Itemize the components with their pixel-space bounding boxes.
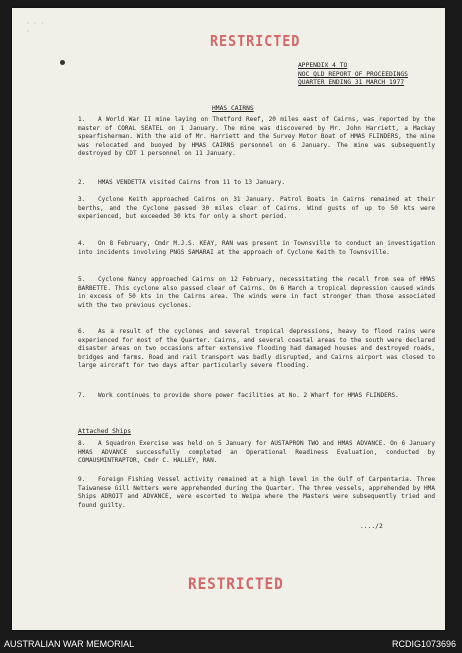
punch-hole: [60, 60, 65, 65]
paragraph-number: 4.: [78, 240, 86, 247]
restricted-stamp-bottom: RESTRICTED: [188, 574, 284, 593]
paragraph-5: [78, 276, 435, 310]
paragraph-text: Cyclone Keith approached Cairns on 31 January. Patrol Boats in Cairns remained at their berths, and the Cyclone passed 30 miles clear of Cairns. Wind gusts of up to 50 kts were experienced, but exceeded 30 kts for only a short period.: [78, 196, 435, 220]
paragraph-1: [78, 116, 435, 159]
footer-source: AUSTRALIAN WAR MEMORIAL: [4, 639, 135, 649]
paragraph-number: 1.: [78, 116, 86, 123]
appendix-heading: [298, 62, 408, 88]
section-title-attached-ships: Attached Ships: [78, 428, 132, 435]
paragraph-text: A Squadron Exercise was held on 5 January for AUSTAPRON TWO and HMAS ADVANCE. On 6 January HMAS ADVANCE successfully completed an Operational Readiness Evaluation, conducted by COMAUSMINTRAPTOR, Cmdr C. HALLEY, RAN.: [78, 440, 435, 464]
continuation-marker: ..../2: [360, 523, 383, 530]
paragraph-6: [78, 328, 435, 371]
paragraph-text: Foreign Fishing Vessel activity remained at a high level in the Gulf of Carpentaria. Three Taiwanese Gill Netters were apprehended during the Quarter. The three vessels, apprehended by HMA Ships ADROIT and ADVANCE, were escorted to Weipa where the Masters were subsequently tried and found guilty.: [78, 476, 435, 509]
paragraph-number: 2.: [78, 179, 86, 186]
paragraph-8: [78, 440, 435, 466]
paragraph-number: 5.: [78, 276, 86, 283]
heading-line-1: APPENDIX 4 TO: [298, 62, 348, 69]
paragraph-text: HMAS VENDETTA visited Cairns from 11 to 13 January.: [98, 179, 286, 186]
restricted-stamp-top: RESTRICTED: [210, 32, 301, 50]
paragraph-text: On 8 February, Cmdr M.J.S. KEAY, RAN was present in Townsville to conduct an investigation into incidents involving PNGS SAMARAI at the approach of Cyclone Keith to Townsville.: [78, 240, 435, 256]
paragraph-text: As a result of the cyclones and several tropical depressions, heavy to flood rains were experienced for most of the Quarter. Cairns, and several coastal areas to the south were declared disaster areas on two occasions after extensive flooding had damaged houses and destroyed roads, bridges and farms. Road and rail transport was badly disrupted, and Cairns airport was closed to large aircraft for two days after particularly severe flooding.: [78, 328, 435, 369]
paragraph-text: Work continues to provide shore power facilities at No. 2 Wharf for HMAS FLINDERS.: [98, 392, 399, 399]
paragraph-3: [78, 196, 435, 222]
paragraph-4: [78, 240, 435, 257]
paragraph-text: A World War II mine laying on Thetford Reef, 20 miles east of Cairns, was reported by the master of CORAL SEATEL on 1 January. The mine was discovered by Mr. John Harriett, a Mackay spearfisherman. With the aid of Mr. Harriett and the Survey Motor Boat of HMAS FLINDERS, the mine was relocated and buoyed by HMAS CAIRNS personnel on 6 January. The mine was subsequently destroyed by CDT 1 personnel on 11 January.: [78, 116, 435, 157]
paragraph-9: [78, 476, 435, 510]
paragraph-number: 9.: [78, 476, 86, 483]
margin-marks: · · · ·: [26, 20, 45, 35]
heading-line-3: QUARTER ENDING 31 MARCH 1977: [298, 79, 405, 87]
paragraph-2: [78, 179, 435, 188]
paragraph-number: 6.: [78, 328, 86, 335]
paragraph-number: 8.: [78, 440, 86, 447]
paragraph-number: 3.: [78, 196, 86, 203]
section-title-cairns: HMAS CAIRNS: [212, 105, 254, 112]
footer-id: RCDIG1073696: [391, 639, 456, 649]
heading-line-2: NOC QLD REPORT OF PROCEEDINGS: [298, 70, 408, 78]
paragraph-7: [78, 392, 435, 401]
document-page: [12, 8, 445, 630]
paragraph-text: Cyclone Nancy approached Cairns on 12 February, necessitating the recall from sea of HMAS BARBETTE. This cyclone also passed clear of Cairns. On 6 March a tropical depression caused winds in excess of 50 kts in the Cairns area. The winds were in fact stronger than those associated with the two previous cyclones.: [78, 276, 435, 309]
archive-footer: [0, 636, 462, 653]
paragraph-number: 7.: [78, 392, 86, 399]
